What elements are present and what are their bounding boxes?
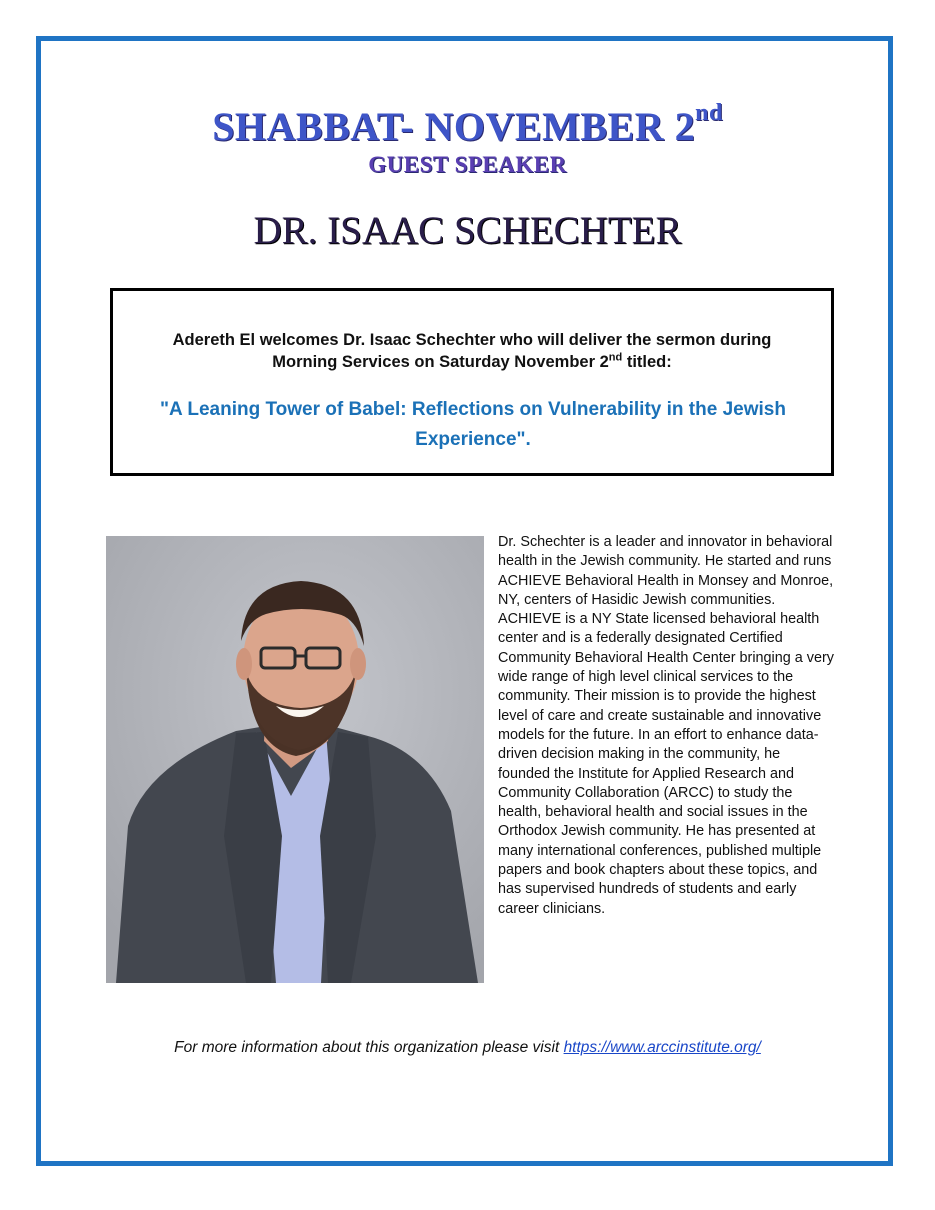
speaker-photo — [106, 536, 484, 983]
intro-ordinal: nd — [608, 351, 623, 364]
title-text: SHABBAT- NOVEMBER 2 — [212, 104, 696, 149]
title-ordinal: nd — [695, 99, 723, 126]
speaker-name: DR. ISAAC SCHECHTER — [253, 209, 682, 252]
footer-note — [0, 1039, 935, 1057]
intro-line-2-suffix: titled: — [622, 353, 672, 371]
announcement-box — [110, 288, 834, 476]
footer-text: For more information about this organization please visit — [174, 1039, 564, 1056]
intro-line-2 — [113, 351, 831, 373]
intro-line-1: Adereth El welcomes Dr. Isaac Schechter who will deliver the sermon during — [172, 331, 772, 349]
sermon-title: "A Leaning Tower of Babel: Reflections on Vulnerability in the Jewish Experience". — [160, 399, 786, 450]
speaker-bio: Dr. Schechter is a leader and innovator in behavioral health in the Jewish community. He started and runs ACHIEVE Behavioral Health in Monsey and Monroe, NY, centers of Hasidic Jewish communities. ACHIEVE is a NY State licensed behavioral health center and is a federally designated Certified Community Behavioral Health Center bringing a very wide range of high level clinical services to the community. Their mission is to provide the highest level of care and create sustainable and innovative models for the future. In an effort to enhance data-driven decision making in the community, he founded the Institute for Applied Research and Community Collaboration (ARCC) to study the health, behavioral health and social issues in the Orthodox Jewish community. He has presented at many international conferences, published multiple papers and book chapters about these topics, and has supervised hundreds of students and early career clinicians. — [498, 534, 834, 917]
page-title — [0, 99, 935, 150]
intro-line-2-text: Morning Services on Saturday November 2 — [272, 353, 609, 371]
page-subtitle: GUEST SPEAKER — [368, 152, 567, 177]
website-link[interactable]: https://www.arccinstitute.org/ — [563, 1039, 761, 1056]
announcement-intro — [113, 329, 831, 373]
